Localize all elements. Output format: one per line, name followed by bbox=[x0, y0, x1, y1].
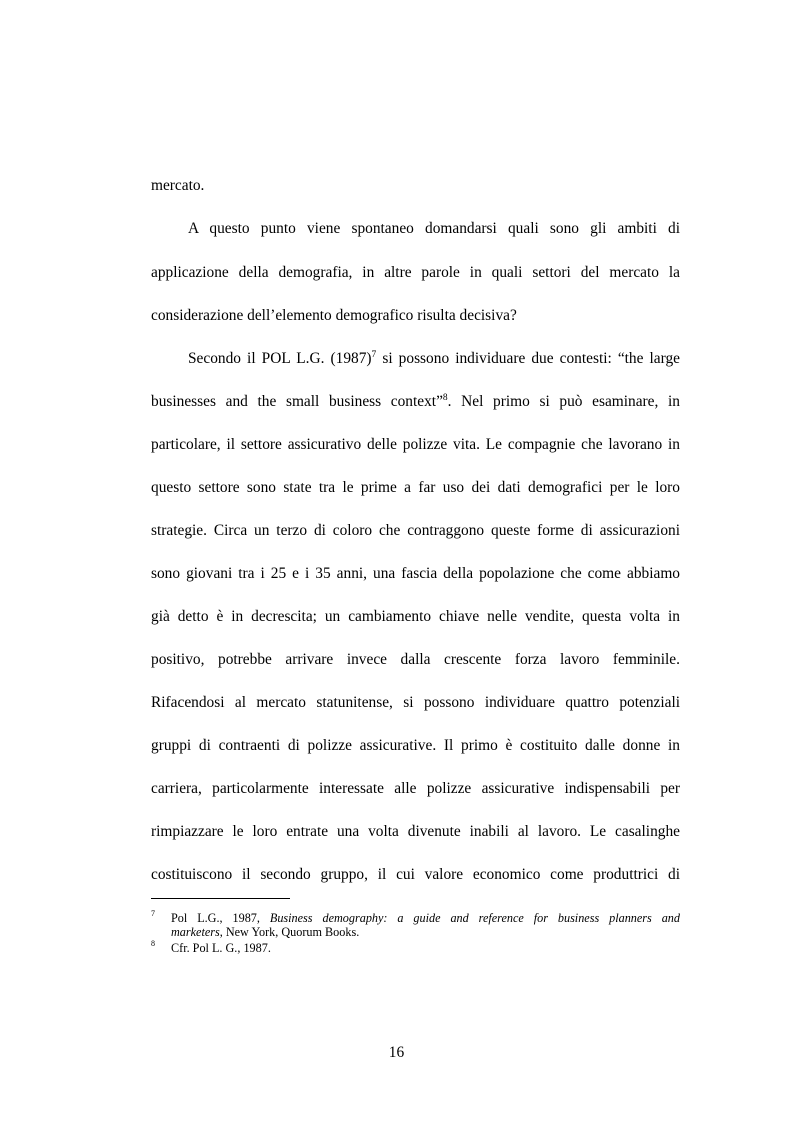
footnote-mark: 8 bbox=[151, 939, 155, 948]
paragraph-continuation: mercato. bbox=[151, 177, 205, 194]
paragraph-2-line: sono giovani tra i 25 e i 35 anni, una fascia della popolazione che come abbiamo bbox=[151, 565, 680, 582]
footnote-line: Cfr. Pol L. G., 1987. bbox=[171, 941, 271, 955]
paragraph-2-line: rimpiazzare le loro entrate una volta divenute inabili al lavoro. Le casalinghe bbox=[151, 823, 680, 840]
footnote-mark: 7 bbox=[151, 909, 155, 918]
footnote-ref-8: 8 bbox=[442, 392, 448, 403]
footnote-ref-7: 7 bbox=[371, 349, 377, 360]
paragraph-2-line: positivo, potrebbe arrivare invece dalla crescente forza lavoro femminile. bbox=[151, 651, 680, 668]
paragraph-2-line: questo settore sono state tra le prime a far uso dei dati demografici per le loro bbox=[151, 479, 680, 496]
paragraph-1-line: applicazione della demografia, in altre parole in quali settori del mercato la bbox=[151, 264, 680, 281]
page-number: 16 bbox=[388, 1044, 405, 1061]
paragraph-2-line: carriera, particolarmente interessate alle polizze assicurative indispensabili per bbox=[151, 780, 680, 797]
paragraph-2-line: Rifacendosi al mercato statunitense, si possono individuare quattro potenziali bbox=[151, 694, 680, 711]
paragraph-2-line: businesses and the small business context”$^8$. Nel primo si può esaminare, in bbox=[151, 392, 680, 410]
paragraph-2-line: particolare, il settore assicurativo delle polizze vita. Le compagnie che lavorano in bbox=[151, 436, 680, 453]
paragraph-2-line: costituiscono il secondo gruppo, il cui valore economico come produttrici di bbox=[151, 866, 680, 883]
paragraph-1-line: considerazione dell’elemento demografico risulta decisiva? bbox=[151, 307, 517, 324]
paragraph-2-line: gruppi di contraenti di polizze assicurative. Il primo è costituito dalle donne in bbox=[151, 737, 680, 754]
paragraph-2-line: strategie. Circa un terzo di coloro che contraggono queste forme di assicurazioni bbox=[151, 522, 680, 539]
paragraph-2-line: Secondo il POL L.G. $(1987)^7$ si possono individuare due contesti: “the large bbox=[188, 349, 680, 367]
footnote-line: marketers, New York, Quorum Books. bbox=[171, 925, 360, 939]
footnote-separator bbox=[151, 898, 290, 899]
paragraph-1-line: A questo punto viene spontaneo domandarsi quali sono gli ambiti di bbox=[188, 220, 680, 237]
footnote-line: Pol L.G., 1987, Business demography: a guide and reference for business planners and bbox=[171, 911, 680, 925]
paragraph-2-line: già detto è in decrescita; un cambiamento chiave nelle vendite, questa volta in bbox=[151, 608, 680, 625]
